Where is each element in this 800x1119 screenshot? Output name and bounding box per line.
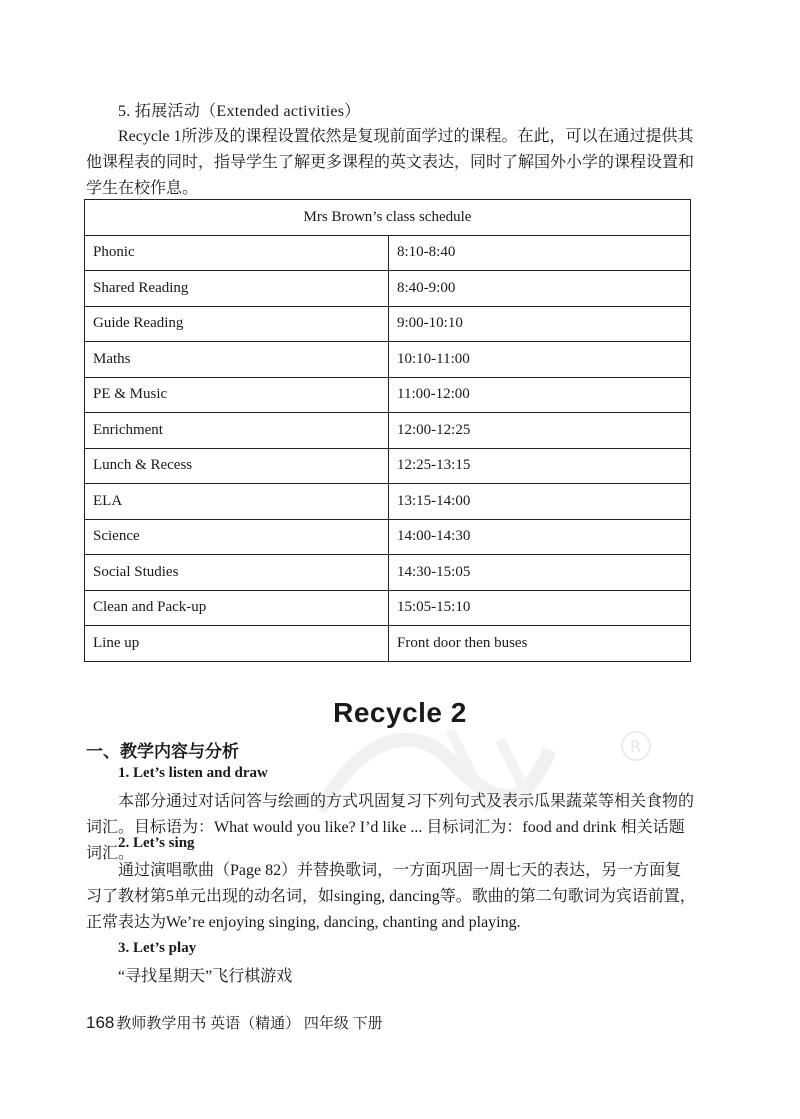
time-cell: 14:00-14:30: [389, 519, 691, 555]
time-cell: 15:05-15:10: [389, 590, 691, 626]
table-row: [85, 555, 691, 591]
recycle-title: Recycle 2: [333, 697, 467, 728]
table-row: [85, 271, 691, 307]
time-cell: 12:00-12:25: [389, 413, 691, 449]
subject-cell: PE & Music: [85, 377, 389, 413]
sing-heading: 2. Let’s sing: [118, 835, 195, 851]
table-row: [85, 590, 691, 626]
subject-cell: Clean and Pack-up: [85, 590, 389, 626]
section-intro: Recycle 1所涉及的课程设置依然是复现前面学过的课程。在此，可以在通过提供其他课程表的同时，指导学生了解更多课程的英文表达，同时了解国外小学的课程设置和学生在校作息。: [86, 128, 695, 197]
subject-cell: Science: [85, 519, 389, 555]
svg-text:R: R: [630, 737, 642, 756]
time-cell: 11:00-12:00: [389, 377, 691, 413]
subject-cell: Phonic: [85, 235, 389, 271]
page-footer: [86, 1012, 383, 1033]
subject-cell: Line up: [85, 626, 389, 662]
subject-cell: Maths: [85, 342, 389, 378]
table-row: [85, 377, 691, 413]
time-cell: Front door then buses: [389, 626, 691, 662]
part-heading: 一、教学内容与分析: [86, 742, 239, 761]
table-row: [85, 448, 691, 484]
listen-draw-heading: 1. Let’s listen and draw: [118, 765, 268, 781]
table-row: [85, 306, 691, 342]
play-heading: 3. Let’s play: [118, 940, 197, 956]
play-text: “寻找星期天”飞行棋游戏: [118, 968, 293, 985]
time-cell: 9:00-10:10: [389, 306, 691, 342]
table-row: [85, 413, 691, 449]
time-cell: 8:10-8:40: [389, 235, 691, 271]
time-cell: 8:40-9:00: [389, 271, 691, 307]
time-cell: 14:30-15:05: [389, 555, 691, 591]
subject-cell: ELA: [85, 484, 389, 520]
sing-text: 通过演唱歌曲（Page 82）并替换歌词，一方面巩固一周七天的表达，另一方面复习了教材第5单元出现的动名词，如singing, dancing等。歌曲的第二句歌词为宾语前置，正常表达为We’re enjoying singing, dancing, chanting and playing.: [86, 862, 696, 931]
table-row: [85, 626, 691, 662]
table-header-row: [85, 200, 691, 236]
page-number: 168: [86, 1013, 115, 1032]
section-heading: 5. 拓展活动（Extended activities）: [118, 103, 361, 120]
class-schedule-table: [84, 199, 691, 662]
subject-cell: Guide Reading: [85, 306, 389, 342]
subject-cell: Social Studies: [85, 555, 389, 591]
table-title: Mrs Brown’s class schedule: [85, 200, 691, 236]
book-title: 教师教学用书 英语（精通） 四年级 下册: [116, 1016, 383, 1032]
table-row: [85, 519, 691, 555]
subject-cell: Lunch & Recess: [85, 448, 389, 484]
table-row: [85, 235, 691, 271]
subject-cell: Shared Reading: [85, 271, 389, 307]
listen-draw-text: 本部分通过对话问答与绘画的方式巩固复习下列句式及表示瓜果蔬菜等相关食物的词汇。目标语为：What would you like? I’d like ... 目标词汇为：food and drink 相关话题词汇。: [86, 793, 695, 862]
table-row: [85, 342, 691, 378]
subject-cell: Enrichment: [85, 413, 389, 449]
time-cell: 13:15-14:00: [389, 484, 691, 520]
table-row: [85, 484, 691, 520]
time-cell: 12:25-13:15: [389, 448, 691, 484]
time-cell: 10:10-11:00: [389, 342, 691, 378]
